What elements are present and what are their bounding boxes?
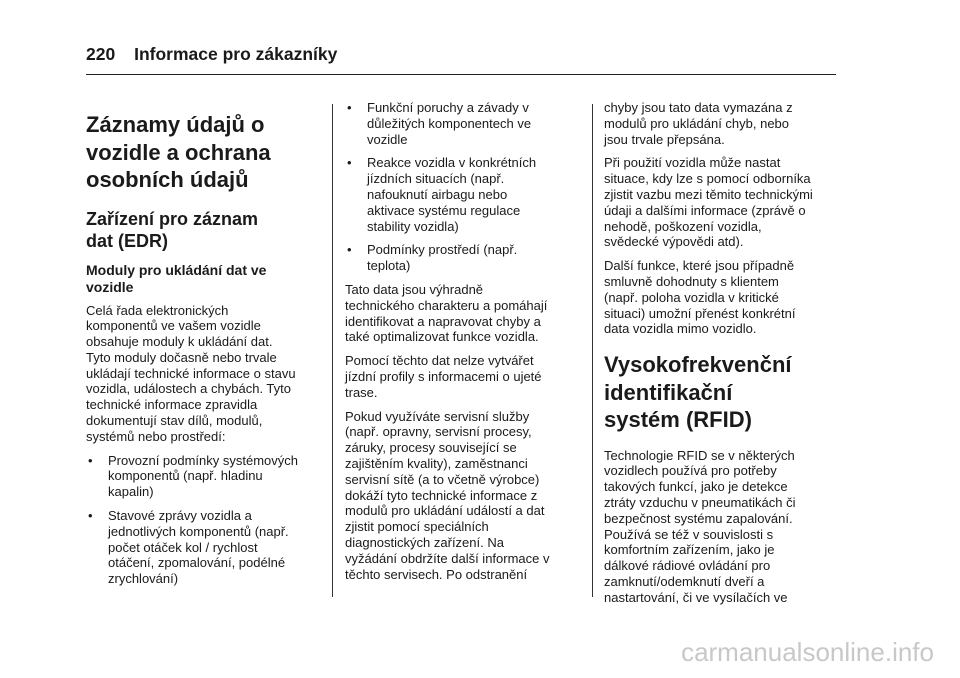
column-divider-1: [332, 104, 333, 597]
rfid-heading: [604, 351, 840, 434]
edr-heading: [86, 208, 322, 252]
text-line: identifikovat a napravovat chyby a: [345, 313, 541, 329]
text-line: Technologie RFID se v některých: [604, 447, 795, 463]
text-line: vozidlech používá pro potřeby: [604, 463, 777, 479]
text-line: jednotlivých komponentů (např.: [108, 523, 289, 539]
text-line: Tato data jsou výhradně: [345, 281, 484, 297]
text-line: také optimalizovat funkce vozidla.: [345, 329, 539, 345]
bullet-item: [345, 242, 581, 274]
paragraph: [345, 353, 581, 400]
main-heading-line: vozidle a ochrana: [86, 139, 271, 165]
text-line: vozidla, událostech a chybách. Tyto: [86, 381, 291, 397]
text-line: stability vozidla): [367, 218, 459, 234]
text-line: Používá se též v souvislosti s: [604, 526, 774, 542]
text-line: počet otáček kol / rychlost: [108, 539, 258, 555]
text-line: dálkové rádiové ovládání pro: [604, 558, 771, 574]
main-heading-line: Záznamy údajů o: [86, 112, 265, 137]
text-line: trase.: [345, 384, 378, 400]
text-line: Tyto moduly dočasně nebo trvale: [86, 349, 277, 365]
intro-paragraph: [86, 303, 322, 445]
rfid-heading-line: systém (RFID): [604, 407, 752, 433]
text-line: svědecké výpovědi atd).: [604, 234, 744, 250]
text-line: otáčení, zpomalování, podélné: [108, 555, 286, 571]
text-line: Celá řada elektronických: [86, 302, 229, 318]
section-title: Informace pro zákazníky: [134, 44, 338, 64]
text-line: zajištěním kvality), zaměstnanci: [345, 455, 528, 471]
text-line: • Stavové zprávy vozidla a: [108, 508, 252, 524]
text-line: jízdních situacích (např.: [367, 171, 505, 187]
text-line: vyžádání obdržíte další informace v: [345, 550, 550, 566]
text-line: bezpečnost systému zapalování.: [604, 510, 793, 526]
page-header: [86, 44, 337, 65]
text-line: zamknutí/odemknutí dveří a: [604, 574, 765, 590]
text-line: dokumentují stav dílů, modulů,: [86, 413, 263, 429]
watermark: carmanualsonline.info: [681, 637, 934, 667]
text-line: situace, kdy lze s pomocí odborníka: [604, 171, 811, 187]
text-line: těchto servisech. Po odstranění: [345, 566, 528, 582]
text-line: komponentů (např. hladinu: [108, 468, 263, 484]
text-line: zrychlování): [108, 571, 179, 587]
text-line: Při použití vozidla může nastat: [604, 155, 781, 171]
edr-heading-line: dat (EDR): [86, 230, 168, 251]
paragraph: [345, 282, 581, 345]
rfid-heading-line: identifikační: [604, 379, 733, 405]
text-line: (např. opravny, servisní procesy,: [345, 424, 532, 440]
bullet-item: [345, 155, 581, 234]
text-line: • Reakce vozidla v konkrétních: [367, 155, 537, 171]
text-line: vozidle: [367, 131, 408, 147]
text-line: modulů pro ukládání chyb, nebo: [604, 115, 790, 131]
text-line: důležitých komponentech ve: [367, 115, 532, 131]
text-line: kapalin): [108, 484, 154, 500]
text-line: data vozidla mimo vozidlo.: [604, 321, 757, 337]
text-line: situaci) umožní přenést konkrétní: [604, 305, 796, 321]
text-line: technického charakteru a pomáhají: [345, 297, 548, 313]
text-line: zjistit pomocí speciálních: [345, 519, 489, 535]
text-line: nastartování, či ve vysílačích ve: [604, 589, 788, 605]
column-3: [604, 100, 840, 614]
bullet-item: [86, 508, 322, 587]
modules-subheading-line: Moduly pro ukládání dat ve: [86, 261, 267, 278]
text-line: komfortním zařízením, jako je: [604, 542, 775, 558]
bullet-item: [345, 100, 581, 147]
rfid-paragraph: [604, 448, 840, 606]
paragraph: [604, 258, 840, 337]
column-1: [86, 111, 322, 595]
text-line: dokáží tyto technické informace z: [345, 487, 538, 503]
text-line: Další funkce, které jsou případně: [604, 258, 795, 274]
main-heading: [86, 111, 322, 194]
text-line: • Provozní podmínky systémových: [108, 452, 299, 468]
text-line: zjistit vazbu mezi těmito technickými: [604, 186, 813, 202]
text-line: ztráty vzduchu v pneumatikách či: [604, 495, 796, 511]
text-line: Pokud využíváte servisní služby: [345, 408, 530, 424]
column-divider-2: [592, 104, 593, 597]
text-line: chyby jsou tato data vymazána z: [604, 100, 793, 115]
text-line: komponentů ve vašem vozidle: [86, 318, 261, 334]
text-line: takových funkcí, jako je detekce: [604, 479, 788, 495]
text-line: nafouknutí airbagu nebo: [367, 186, 508, 202]
column-2: [345, 100, 581, 590]
text-line: smluvně dohodnuty s klientem: [604, 273, 779, 289]
rfid-heading-line: Vysokofrekvenční: [604, 352, 792, 378]
text-line: jsou trvale přepsána.: [604, 131, 725, 147]
text-line: nehodě, poškození vozidla,: [604, 218, 762, 234]
header-rule: [86, 74, 836, 75]
page-number: 220: [86, 44, 116, 64]
text-line: • Funkční poruchy a závady v: [367, 100, 529, 115]
text-line: modulů pro ukládání událostí a dat: [345, 503, 545, 519]
modules-subheading: [86, 262, 322, 296]
main-heading-line: osobních údajů: [86, 167, 249, 192]
text-line: • Podmínky prostředí (např.: [367, 242, 518, 258]
text-line: ukládají technické informace o stavu: [86, 365, 296, 381]
text-line: (např. poloha vozidla v kritické: [604, 289, 779, 305]
paragraph: [345, 409, 581, 583]
text-line: aktivace systému regulace: [367, 202, 521, 218]
text-line: systémů nebo prostředí:: [86, 428, 226, 444]
modules-subheading-line: vozidle: [86, 278, 134, 295]
bullet-item: [86, 453, 322, 500]
text-line: Pomocí těchto dat nelze vytvářet: [345, 353, 534, 369]
paragraph: [604, 100, 840, 147]
text-line: údaji a dalšími informace (zprávě o: [604, 202, 806, 218]
text-line: teplota): [367, 258, 411, 274]
text-line: servisní sítě (a to včetně výrobce): [345, 471, 540, 487]
text-line: diagnostických zařízení. Na: [345, 534, 504, 550]
paragraph: [604, 155, 840, 250]
edr-heading-line: Zařízení pro záznam: [86, 208, 259, 229]
text-line: technické informace zpravidla: [86, 397, 258, 413]
text-line: jízdní profily s informacemi o ujeté: [345, 368, 542, 384]
text-line: obsahuje moduly k ukládání dat.: [86, 334, 273, 350]
text-line: záruky, procesy související se: [345, 440, 517, 456]
